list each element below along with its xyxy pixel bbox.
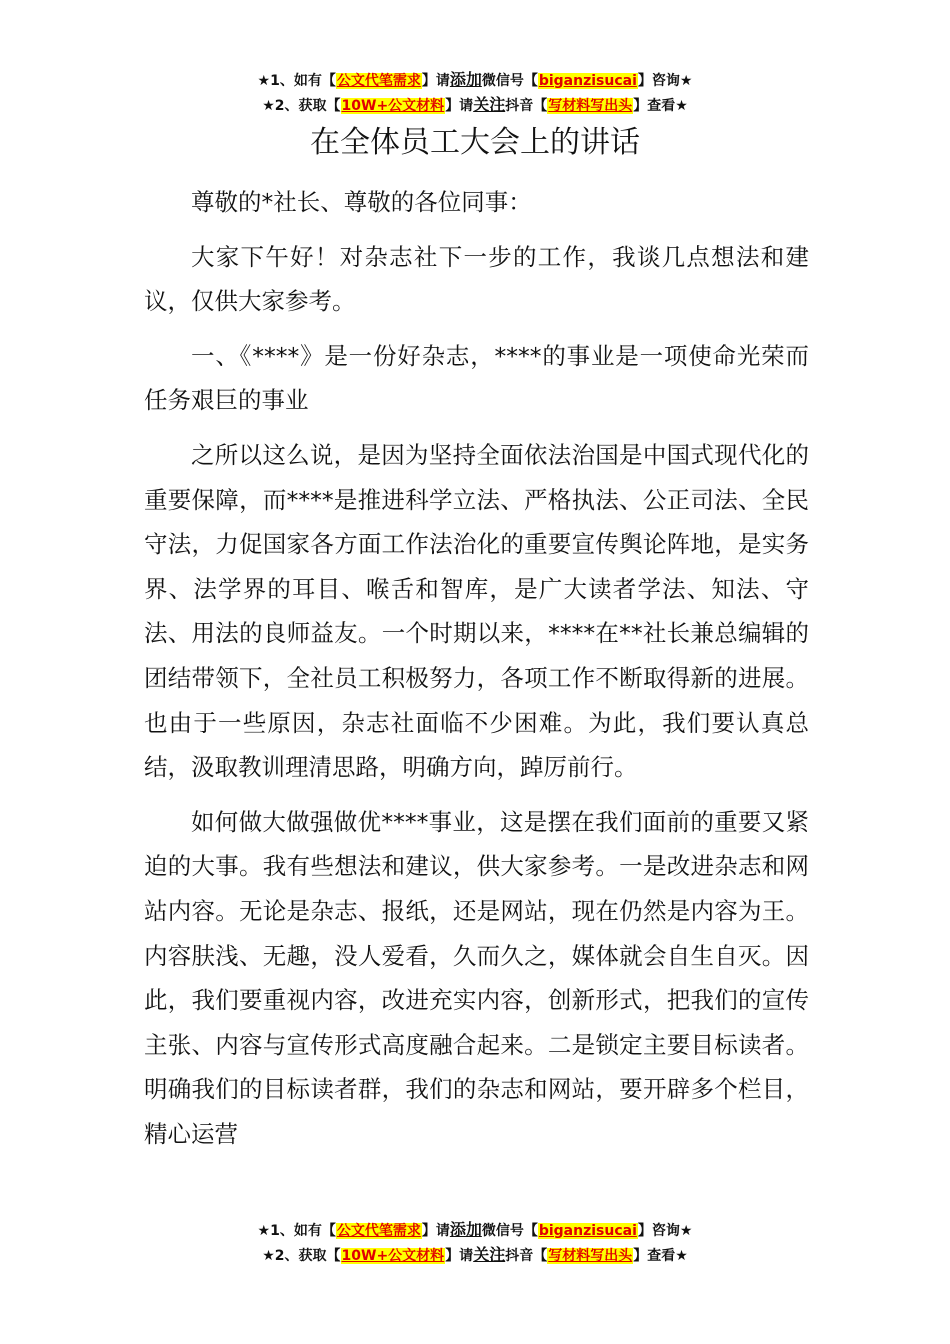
salutation-paragraph: 尊敬的*社长、尊敬的各位同事： [191,188,532,216]
banner-highlight-wechat-id: biganzisucai [538,1223,637,1239]
banner-line-1: ★1、如有【公文代笔需求】请添加微信号【biganzisucai】咨询★ [257,1220,693,1239]
banner-line-2: ★2、获取【10W+公文材料】请关注抖音【写材料写出头】查看★ [262,1245,688,1264]
banner-highlight-douyin: 写材料写出头 [548,1248,633,1264]
banner-line-1: ★1、如有【公文代笔需求】请添加微信号【biganzisucai】咨询★ [257,70,693,89]
body-paragraph: 之所以这么说，是因为坚持全面依法治国是中国式现代化的重要保障，而****是推进科学立法、严格执法、公正司法、全民守法，力促国家各方面工作法治化的重要宣传舆论阵地，是实务界、法学界的耳目、喉舌和智库，是广大读者学法、知法、守法、用法的良师益友。一个时期以来，****在**社长兼总编辑的团结带领下，全社员工积极努力，各项工作不断取得新的进展。也由于一些原因，杂志社面临不少困难。为此，我们要认真总结，汲取教训理清思路，明确方向，踔厉前行。 [144,440,809,782]
banner-highlight-materials: 10W+公文材料 [341,1248,445,1264]
banner-highlight-wechat-id: biganzisucai [538,73,637,89]
greeting-paragraph: 大家下午好！对杂志社下一步的工作，我谈几点想法和建议，仅供大家参考。 [144,242,809,316]
banner-highlight-materials: 10W+公文材料 [341,98,445,114]
body-paragraph: 如何做大做强做优****事业，这是摆在我们面前的重要又紧迫的大事。我有些想法和建议，供大家参考。一是改进杂志和网站内容。无论是杂志、报纸，还是网站，现在仍然是内容为王。内容肤浅、无趣，没人爱看，久而久之，媒体就会自生自灭。因此，我们要重视内容，改进充实内容，创新形式，把我们的宣传主张、内容与宣传形式高度融合起来。二是锁定主要目标读者。明确我们的目标读者群，我们的杂志和网站，要开辟多个栏目，精心运营 [144,807,809,1148]
banner-highlight-douyin: 写材料写出头 [548,98,633,114]
section-heading-1: 一、《****》是一份好杂志，****的事业是一项使命光荣而任务艰巨的事业 [144,341,809,415]
header-banner [0,68,950,118]
banner-highlight-service: 公文代笔需求 [336,1223,421,1239]
footer-banner [0,1218,950,1268]
banner-line-2: ★2、获取【10W+公文材料】请关注抖音【写材料写出头】查看★ [262,95,688,114]
banner-highlight-service: 公文代笔需求 [336,73,421,89]
document-title: 在全体员工大会上的讲话 [310,125,640,160]
document-body [144,180,809,1166]
